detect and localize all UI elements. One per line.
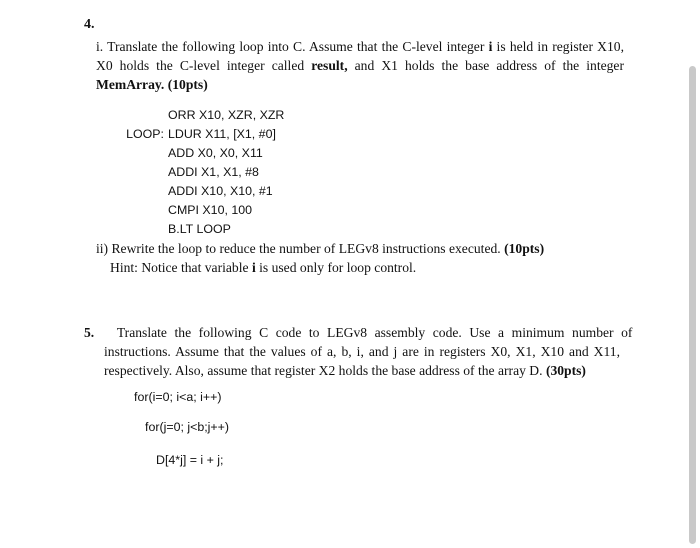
question-5-text (84, 323, 633, 380)
c-code-line-outer-loop: for(i=0; i<a; i++) (134, 390, 222, 404)
q5-line-2: instructions. Assume that the values of a, b, i, and j are in registers X0, X1, X10 and X11, (104, 344, 620, 359)
c-code-line-assignment: D[4*j] = i + j; (156, 453, 224, 467)
q5-line-3: respectively. Also, assume that register X2 holds the base address of the array D. (30pts) (104, 363, 586, 378)
code-line: ORR X10, XZR, XZR (168, 108, 285, 122)
q4i-line-1: i. Translate the following loop into C. Assume that the C-level integer i is held in register X10, (96, 39, 624, 54)
question-4-part-ii-text (96, 239, 616, 277)
loop-label: LOOP: (126, 127, 164, 141)
q4i-line-3: MemArray. (10pts) (96, 77, 208, 92)
q4ii-hint-line: Hint: Notice that variable i is used only for loop control. (110, 260, 417, 275)
scrollbar[interactable] (689, 66, 696, 544)
q4ii-line-1: ii) Rewrite the loop to reduce the number of LEGv8 instructions executed. (10pts) (96, 241, 545, 256)
code-line: ADD X0, X0, X11 (168, 146, 263, 160)
question-4-part-i-text (96, 37, 624, 94)
code-line: B.LT LOOP (168, 222, 231, 236)
question-5-number: 5. (84, 325, 95, 340)
question-4-number: 4. (84, 17, 95, 32)
c-code-line-inner-loop: for(j=0; j<b;j++) (145, 420, 230, 434)
code-line: CMPI X10, 100 (168, 203, 253, 217)
code-line: LOOP: LDUR X11, [X1, #0] (122, 125, 284, 144)
code-line: ADDI X1, X1, #8 (168, 165, 259, 179)
assembly-code-block (122, 106, 284, 239)
q4i-line-2: X0 holds the C-level integer called result, and X1 holds the base address of the integer (96, 58, 624, 73)
code-line: ADDI X10, X10, #1 (168, 184, 273, 198)
q5-line-1: 5. Translate the following C code to LEGv8 assembly code. Use a minimum number of (84, 325, 633, 340)
